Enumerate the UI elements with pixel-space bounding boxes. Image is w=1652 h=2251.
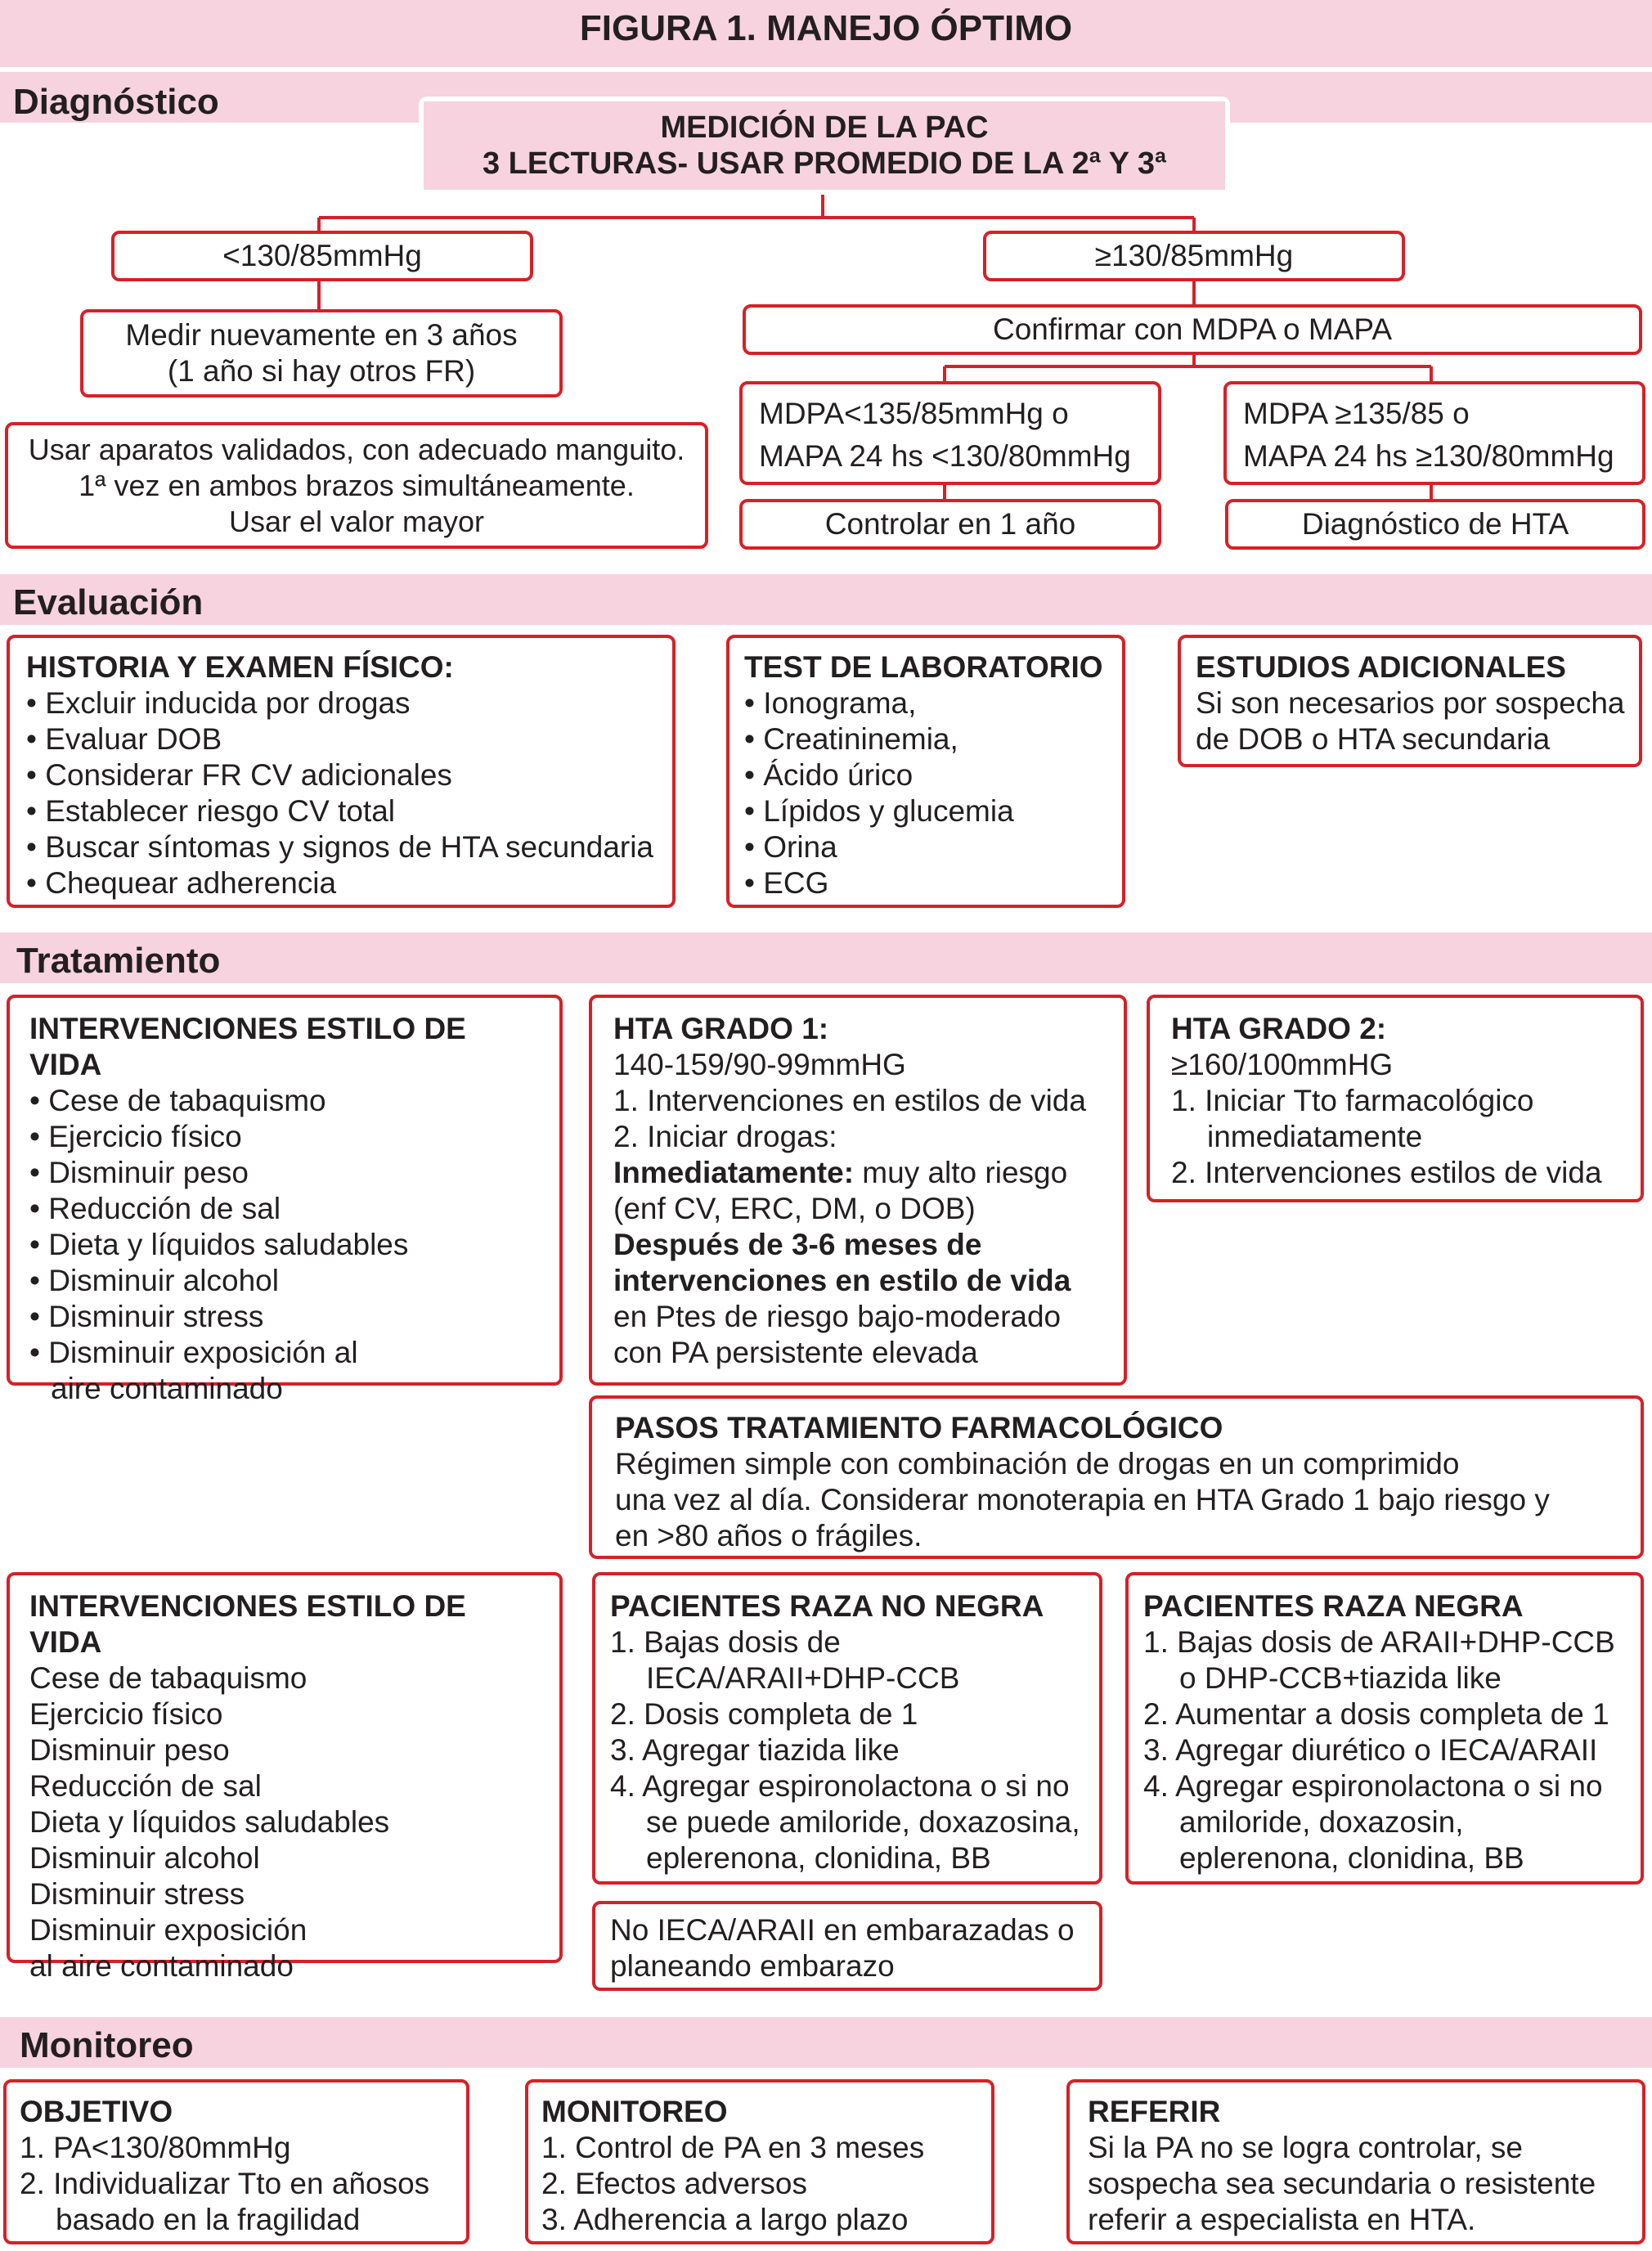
negra-item: 2. Aumentar a dosis completa de 1	[1143, 1697, 1609, 1731]
box-hta-grado-1	[589, 995, 1127, 1386]
section-band-evaluacion	[0, 574, 1652, 625]
no-negra-item: 4. Agregar espironolactona o si no	[610, 1769, 1070, 1803]
box-raza-negra	[1125, 1572, 1644, 1885]
grado1-line-bold: intervenciones en estilo de vida	[613, 1264, 1071, 1297]
negra-item: amiloride, doxazosin,	[1179, 1805, 1464, 1839]
negra-item: 1. Bajas dosis de ARAII+DHP-CCB	[1143, 1625, 1615, 1659]
box-menor-130	[111, 231, 533, 281]
section-band-tratamiento	[0, 932, 1652, 983]
grado1-title: HTA GRADO 1:	[613, 1012, 829, 1045]
box-mayor-130	[983, 231, 1405, 281]
box-diagnostico-hta	[1225, 499, 1645, 550]
grado1-inmediatamente-rest: muy alto riesgo	[854, 1156, 1068, 1189]
grado1-line-inmediatamente	[613, 1155, 1102, 1191]
estilo1-item: • Reducción de sal	[29, 1192, 281, 1225]
laboratorio-title: TEST DE LABORATORIO	[744, 650, 1103, 684]
historia-title: HISTORIA Y EXAMEN FÍSICO:	[26, 650, 454, 684]
estilo1-item: • Ejercicio físico	[29, 1120, 242, 1153]
estilo1-item: • Disminuir stress	[29, 1300, 264, 1333]
estilo2-item: Disminuir alcohol	[29, 1841, 260, 1875]
grado2-line: 1. Iniciar Tto farmacológico	[1171, 1084, 1534, 1117]
figure-title: FIGURA 1. MANEJO ÓPTIMO	[579, 8, 1073, 48]
estudios-title: ESTUDIOS ADICIONALES	[1196, 650, 1566, 684]
negra-item: 4. Agregar espironolactona o si no	[1143, 1769, 1603, 1803]
grado2-title: HTA GRADO 2:	[1171, 1012, 1387, 1045]
pasos-title: PASOS TRATAMIENTO FARMACOLÓGICO	[615, 1411, 1223, 1445]
no-negra-title: PACIENTES RAZA NO NEGRA	[610, 1589, 1044, 1623]
menor-130-label: <130/85mmHg	[222, 239, 422, 272]
referir-item: Si la PA no se logra controlar, se	[1088, 2131, 1524, 2164]
box-estudios	[1178, 635, 1642, 767]
no-negra-item: eplerenona, clonidina, BB	[646, 1841, 991, 1875]
estilo1-item: • Disminuir alcohol	[29, 1264, 279, 1297]
diagnostico-hta-label: Diagnóstico de HTA	[1301, 507, 1569, 541]
negra-title: PACIENTES RAZA NEGRA	[1143, 1589, 1524, 1623]
box-mdpa-high	[1223, 381, 1645, 485]
negra-item: o DHP-CCB+tiazida like	[1179, 1661, 1502, 1695]
estilo2-item: Reducción de sal	[29, 1769, 262, 1803]
estilo2-item: Disminuir stress	[29, 1877, 245, 1911]
no-negra-item: 1. Bajas dosis de	[610, 1625, 841, 1659]
estilo1-item: • Cese de tabaquismo	[29, 1084, 326, 1117]
section-title-monitoreo: Monitoreo	[20, 2025, 194, 2065]
aparatos-line2: 1ª vez en ambos brazos simultáneamente.	[79, 468, 635, 502]
objetivo-item: 1. PA<130/80mmHg	[20, 2131, 291, 2164]
estilo2-item: Disminuir peso	[29, 1733, 230, 1767]
grado1-line: 2. Iniciar drogas:	[613, 1120, 837, 1153]
controlar-label: Controlar en 1 año	[824, 507, 1076, 541]
box-raza-no-negra	[592, 1572, 1102, 1885]
estilo2-item: al aire contaminado	[29, 1949, 294, 1983]
grado1-line: 1. Intervenciones en estilos de vida	[613, 1084, 1086, 1117]
mdpa-low-line2: MAPA 24 hs <130/80mmHg	[759, 439, 1131, 473]
laboratorio-item: • Lípidos y glucemia	[744, 794, 1014, 828]
box-monitoreo	[525, 2079, 994, 2244]
referir-item: sospecha sea secundaria o resistente	[1088, 2167, 1596, 2200]
objetivo-item: 2. Individualizar Tto en añosos	[20, 2167, 430, 2200]
box-referir	[1066, 2079, 1645, 2244]
estilo2-item: Dieta y líquidos saludables	[29, 1805, 390, 1839]
grado2-line: ≥160/100mmHG	[1171, 1048, 1394, 1081]
mdpa-high-line1: MDPA ≥135/85 o	[1243, 397, 1470, 430]
box-medicion-pac	[419, 97, 1230, 195]
estilo2-item: Disminuir exposición	[29, 1913, 308, 1947]
monitoreo-item: 1. Control de PA en 3 meses	[541, 2131, 925, 2164]
historia-item: • Excluir inducida por drogas	[26, 686, 411, 720]
estilo1-item: • Disminuir peso	[29, 1156, 249, 1189]
estilo1-title: INTERVENCIONES ESTILO DE VIDA	[29, 1012, 466, 1081]
no-negra-item: se puede amiloride, doxazosina,	[646, 1805, 1080, 1839]
mdpa-low-line1: MDPA<135/85mmHg o	[759, 397, 1069, 430]
aparatos-line1: Usar aparatos validados, con adecuado manguito.	[28, 432, 685, 466]
box-mdpa-low	[739, 381, 1161, 485]
estudios-item: Si son necesarios por sospecha	[1196, 686, 1625, 720]
box-aparatos	[5, 422, 708, 549]
referir-title: REFERIR	[1088, 2095, 1221, 2128]
grado1-inmediatamente-bold: Inmediatamente:	[613, 1156, 855, 1189]
estilo2-item: Ejercicio físico	[29, 1697, 223, 1731]
medicion-line1: MEDICIÓN DE LA PAC	[660, 110, 989, 145]
no-negra-item: IECA/ARAII+DHP-CCB	[646, 1661, 960, 1695]
medicion-line2: 3 LECTURAS- USAR PROMEDIO DE LA 2ª Y 3ª	[482, 146, 1167, 181]
historia-item: • Chequear adherencia	[26, 866, 337, 900]
grado2-line: inmediatamente	[1207, 1120, 1423, 1153]
box-controlar	[739, 499, 1161, 550]
aparatos-line3: Usar el valor mayor	[228, 504, 485, 538]
negra-item: eplerenona, clonidina, BB	[1179, 1841, 1524, 1875]
monitoreo-item: 2. Efectos adversos	[541, 2167, 807, 2200]
laboratorio-item: • Orina	[744, 830, 837, 864]
referir-item: referir a especialista en HTA.	[1088, 2203, 1476, 2236]
grado2-line: 2. Intervenciones estilos de vida	[1171, 1156, 1602, 1189]
historia-item: • Establecer riesgo CV total	[26, 794, 395, 828]
box-hta-grado-2	[1147, 995, 1644, 1202]
pasos-item: una vez al día. Considerar monoterapia en HTA Grado 1 bajo riesgo y	[615, 1483, 1550, 1516]
medir-line2: (1 año si hay otros FR)	[167, 354, 476, 388]
pasos-item: en >80 años o frágiles.	[615, 1519, 923, 1552]
pasos-item: Régimen simple con combinación de drogas en un comprimido	[615, 1447, 1460, 1480]
grado1-line: (enf CV, ERC, DM, o DOB)	[613, 1192, 976, 1225]
grado1-line: 140-159/90-99mmHG	[613, 1048, 906, 1081]
laboratorio-item: • Ácido úrico	[744, 758, 914, 792]
objetivo-title: OBJETIVO	[20, 2095, 173, 2128]
mdpa-high-line2: MAPA 24 hs ≥130/80mmHg	[1243, 439, 1614, 473]
box-historia	[7, 635, 676, 908]
laboratorio-item: • ECG	[744, 866, 829, 900]
box-pasos-farmacologico	[589, 1395, 1644, 1559]
box-objetivo	[3, 2079, 469, 2244]
estilo1-item: • Disminuir exposición al	[29, 1336, 358, 1369]
historia-item: • Evaluar DOB	[26, 722, 222, 756]
estilo1-item: • Dieta y líquidos saludables	[29, 1228, 409, 1261]
estilo2-item: Cese de tabaquismo	[29, 1661, 308, 1695]
no-negra-item: 3. Agregar tiazida like	[610, 1733, 900, 1767]
embarazo-line1: No IECA/ARAII en embarazadas o	[610, 1913, 1075, 1947]
grado1-line: con PA persistente elevada	[613, 1336, 978, 1369]
box-laboratorio	[726, 635, 1125, 908]
box-medir-nuevamente	[80, 309, 563, 398]
box-confirmar	[743, 304, 1642, 355]
grado1-line: en Ptes de riesgo bajo-moderado	[613, 1300, 1062, 1333]
section-title-diagnostico: Diagnóstico	[13, 82, 219, 122]
estudios-item: de DOB o HTA secundaria	[1196, 722, 1551, 756]
grado1-line-bold: Después de 3-6 meses de	[613, 1228, 982, 1261]
estilo2-title: INTERVENCIONES ESTILO DE VIDA	[29, 1589, 466, 1659]
section-title-tratamiento: Tratamiento	[16, 941, 221, 981]
box-estilo-vida-2	[7, 1572, 563, 1983]
section-band-monitoreo	[0, 2017, 1652, 2068]
objetivo-item: basado en la fragilidad	[56, 2203, 361, 2236]
estilo1-item: aire contaminado	[51, 1372, 283, 1405]
medicion-pac-inner	[424, 101, 1225, 190]
box-estilo-vida-1	[7, 995, 563, 1405]
historia-item: • Buscar síntomas y signos de HTA secundaria	[26, 830, 654, 864]
historia-item: • Considerar FR CV adicionales	[26, 758, 452, 792]
mayor-130-label: ≥130/85mmHg	[1094, 239, 1294, 272]
medir-line1: Medir nuevamente en 3 años	[125, 318, 518, 352]
monitoreo-title: MONITOREO	[541, 2095, 728, 2128]
laboratorio-item: • Ionograma,	[744, 686, 917, 720]
monitoreo-item: 3. Adherencia a largo plazo	[541, 2203, 909, 2236]
laboratorio-item: • Creatininemia,	[744, 722, 958, 756]
negra-item: 3. Agregar diurético o IECA/ARAII	[1143, 1733, 1598, 1767]
no-negra-item: 2. Dosis completa de 1	[610, 1697, 918, 1731]
section-title-evaluacion: Evaluación	[13, 582, 204, 622]
confirmar-label: Confirmar con MDPA o MAPA	[993, 312, 1392, 346]
box-embarazo	[592, 1901, 1102, 1991]
embarazo-line2: planeando embarazo	[610, 1949, 895, 1983]
